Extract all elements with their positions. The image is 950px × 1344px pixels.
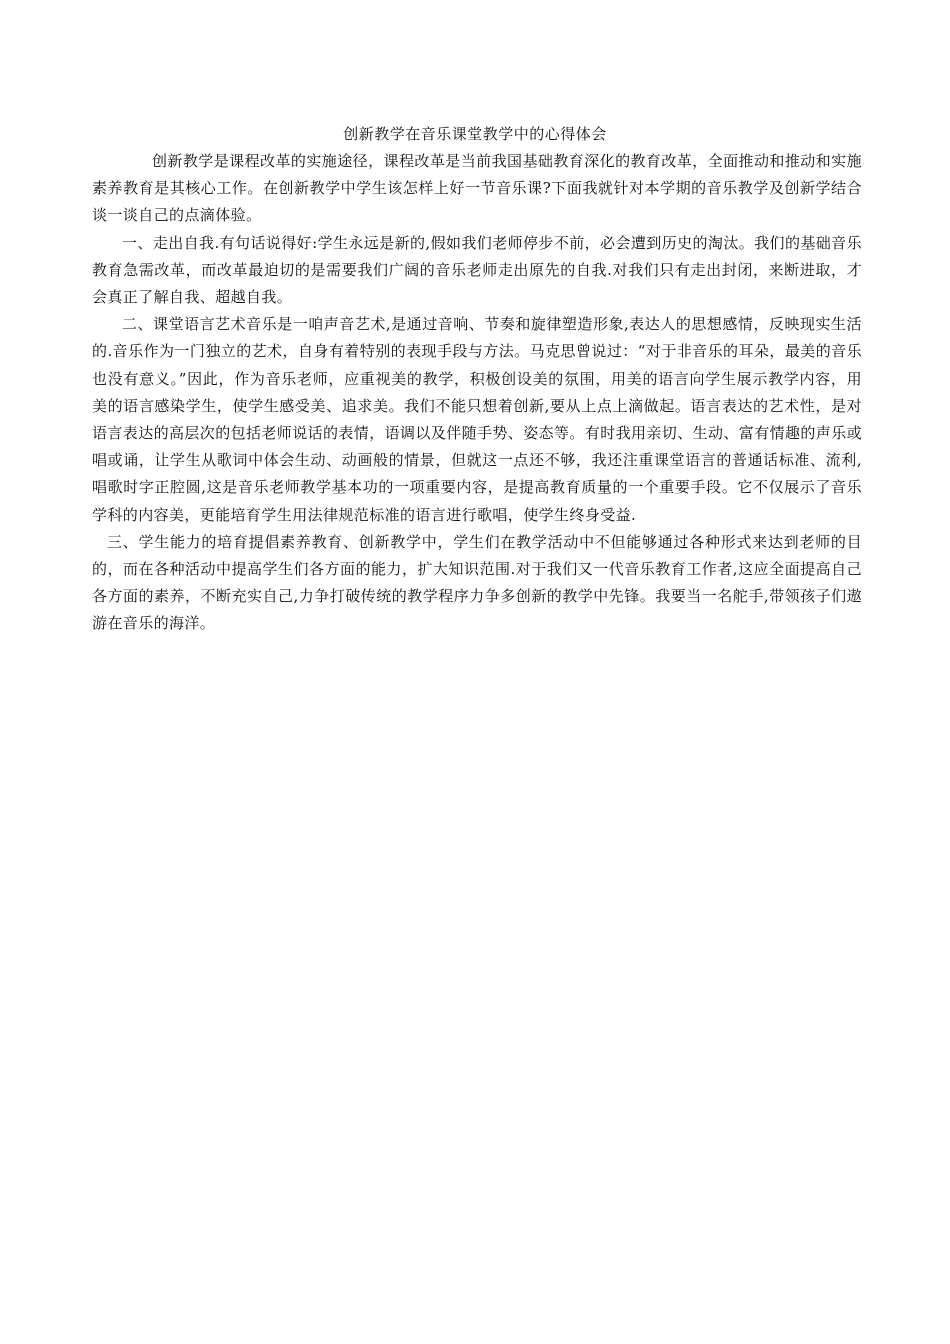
document-title: 创新教学在音乐课堂教学中的心得体会 xyxy=(343,125,607,143)
paragraph-section-3: 三、学生能力的培育提倡素养教育、创新教学中，学生们在教学活动中不但能够通过各种形式来达到老师的目的，而在各种活动中提高学生们各方面的能力，扩大知识范围.对于我们又一代音乐教育工作者,这应全面提高自己各方面的素养，不断充实自己,力争打破传统的教学程序力争多创新的教学中先锋。我要当一名舵手,带领孩子们遨游在音乐的海洋。 xyxy=(92,532,862,633)
document-body xyxy=(92,148,862,638)
paragraph-intro: 创新教学是课程改革的实施途径，课程改革是当前我国基础教育深化的教育改革，全面推动和推动和实施素养教育是其核心工作。在创新教学中学生该怎样上好一节音乐课?下面我就针对本学期的音乐教学及创新学结合谈一谈自己的点滴体验。 xyxy=(92,152,862,225)
paragraph-section-2: 二、课堂语言艺术音乐是一咱声音艺术,是通过音响、节奏和旋律塑造形象,表达人的思想感情，反映现实生活的.音乐作为一门独立的艺术，自身有着特别的表现手段与方法。马克思曾说过：“对于非音乐的耳朵，最美的音乐也没有意义。”因此，作为音乐老师，应重视美的教学，积极创设美的氛围，用美的语言向学生展示教学内容，用美的语言感染学生，使学生感受美、追求美。我们不能只想着创新,要从上点上滴做起。语言表达的艺术性，是对语言表达的高层次的包括老师说话的表情，语调以及伴随手势、姿态等。有时我用亲切、生动、富有情趣的声乐或唱或诵，让学生从歌词中体会生动、动画般的情景，但就这一点还不够，我还注重课堂语言的普通话标准、流利,唱歌时字正腔圆,这是音乐老师教学基本功的一项重要内容，是提高教育质量的一个重要手段。它不仅展示了音乐学科的内容美，更能培育学生用法律规范标准的语言进行歌唱，使学生终身受益. xyxy=(92,315,863,524)
paragraph-section-1: 一、走出自我.有句话说得好:学生永远是新的,假如我们老师停步不前，必会遭到历史的淘汰。我们的基础音乐教育急需改革，而改革最迫切的是需要我们广阔的音乐老师走出原先的自我.对我们只有走出封闭，来断进取，才会真正了解自我、超越自我。 xyxy=(92,233,862,307)
